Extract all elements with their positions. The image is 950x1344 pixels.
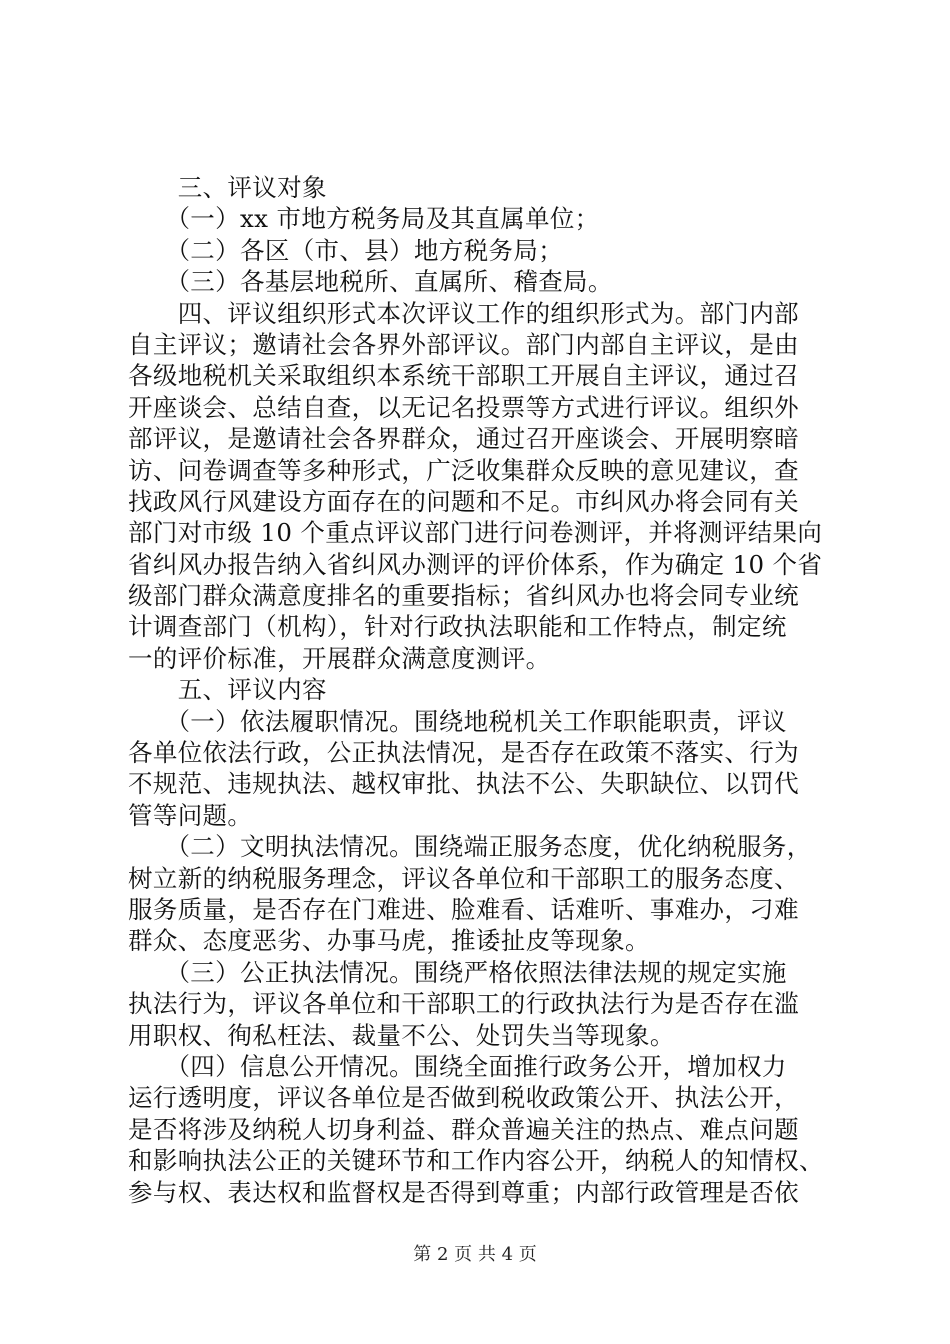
text-line: 级部门群众满意度排名的重要指标；省纠风办也将会同专业统 <box>128 581 799 611</box>
text-line: 访、问卷调查等多种形式，广泛收集群众反映的意见建议，查 <box>128 455 799 485</box>
text-line: （二）各区（市、县）地方税务局； <box>128 235 564 265</box>
page-number: 第 2 页 共 4 页 <box>413 1244 537 1265</box>
section-heading: 三、评议对象 <box>128 173 327 202</box>
section-heading: 五、评议内容 <box>128 675 327 705</box>
text-line: 是否将涉及纳税人切身利益、群众普遍关注的热点、难点问题 <box>128 1114 799 1144</box>
text-line: 自主评议；邀请社会各界外部评议。部门内部自主评议，是由 <box>128 329 799 359</box>
text-line: 计调查部门（机构），针对行政执法职能和工作特点，制定统 <box>128 612 787 642</box>
text-line: 不规范、违规执法、越权审批、执法不公、失职缺位、以罚代 <box>128 769 799 799</box>
text-line: 服务质量，是否存在门难进、脸难看、话难听、事难办，刁难 <box>128 894 799 924</box>
text-line: 省纠风办报告纳入省纠风办测评的评价体系，作为确定 10 个省 <box>128 549 823 579</box>
text-line: （三）各基层地税所、直属所、稽查局。 <box>128 267 613 297</box>
text-line: 部门对市级 10 个重点评议部门进行问卷测评，并将测评结果向 <box>128 518 823 548</box>
text-line: 用职权、徇私枉法、裁量不公、处罚失当等现象。 <box>128 1020 675 1050</box>
document-body <box>128 172 828 1208</box>
text-line: 执法行为，评议各单位和干部职工的行政执法行为是否存在滥 <box>128 989 799 1019</box>
text-line: 参与权、表达权和监督权是否得到尊重；内部行政管理是否依 <box>128 1177 799 1207</box>
text-line: 群众、态度恶劣、办事马虎，推诿扯皮等现象。 <box>128 926 650 956</box>
text-line: 各单位依法行政，公正执法情况，是否存在政策不落实、行为 <box>128 738 799 768</box>
text-line: （四）信息公开情况。围绕全面推行政务公开，增加权力 <box>128 1051 787 1081</box>
text-line: 一的评价标准，开展群众满意度测评。 <box>128 643 551 673</box>
text-line: （二）文明执法情况。围绕端正服务态度，优化纳税服务， <box>128 832 812 862</box>
text-line: 找政风行风建设方面存在的问题和不足。市纠风办将会同有关 <box>128 486 799 516</box>
text-line: 部评议，是邀请社会各界群众，通过召开座谈会、开展明察暗 <box>128 424 799 454</box>
text-line: 管等问题。 <box>128 800 253 830</box>
text-line: 树立新的纳税服务理念，评议各单位和干部职工的服务态度、 <box>128 863 799 893</box>
text-line: （一）依法履职情况。围绕地税机关工作职能职责，评议 <box>128 706 787 736</box>
text-line: 开座谈会、总结自查，以无记名投票等方式进行评议。组织外 <box>128 392 799 422</box>
text-line: 运行透明度，评议各单位是否做到税收政策公开、执法公开， <box>128 1083 799 1113</box>
text-line: （一）xx 市地方税务局及其直属单位； <box>128 204 600 234</box>
text-line: （三）公正执法情况。围绕严格依照法律法规的规定实施 <box>128 957 787 987</box>
text-line: 和影响执法公正的关键环节和工作内容公开，纳税人的知情权、 <box>128 1146 824 1176</box>
text-line: 四、评议组织形式本次评议工作的组织形式为。部门内部 <box>128 298 799 328</box>
text-line: 各级地税机关采取组织本系统干部职工开展自主评议，通过召 <box>128 361 799 391</box>
